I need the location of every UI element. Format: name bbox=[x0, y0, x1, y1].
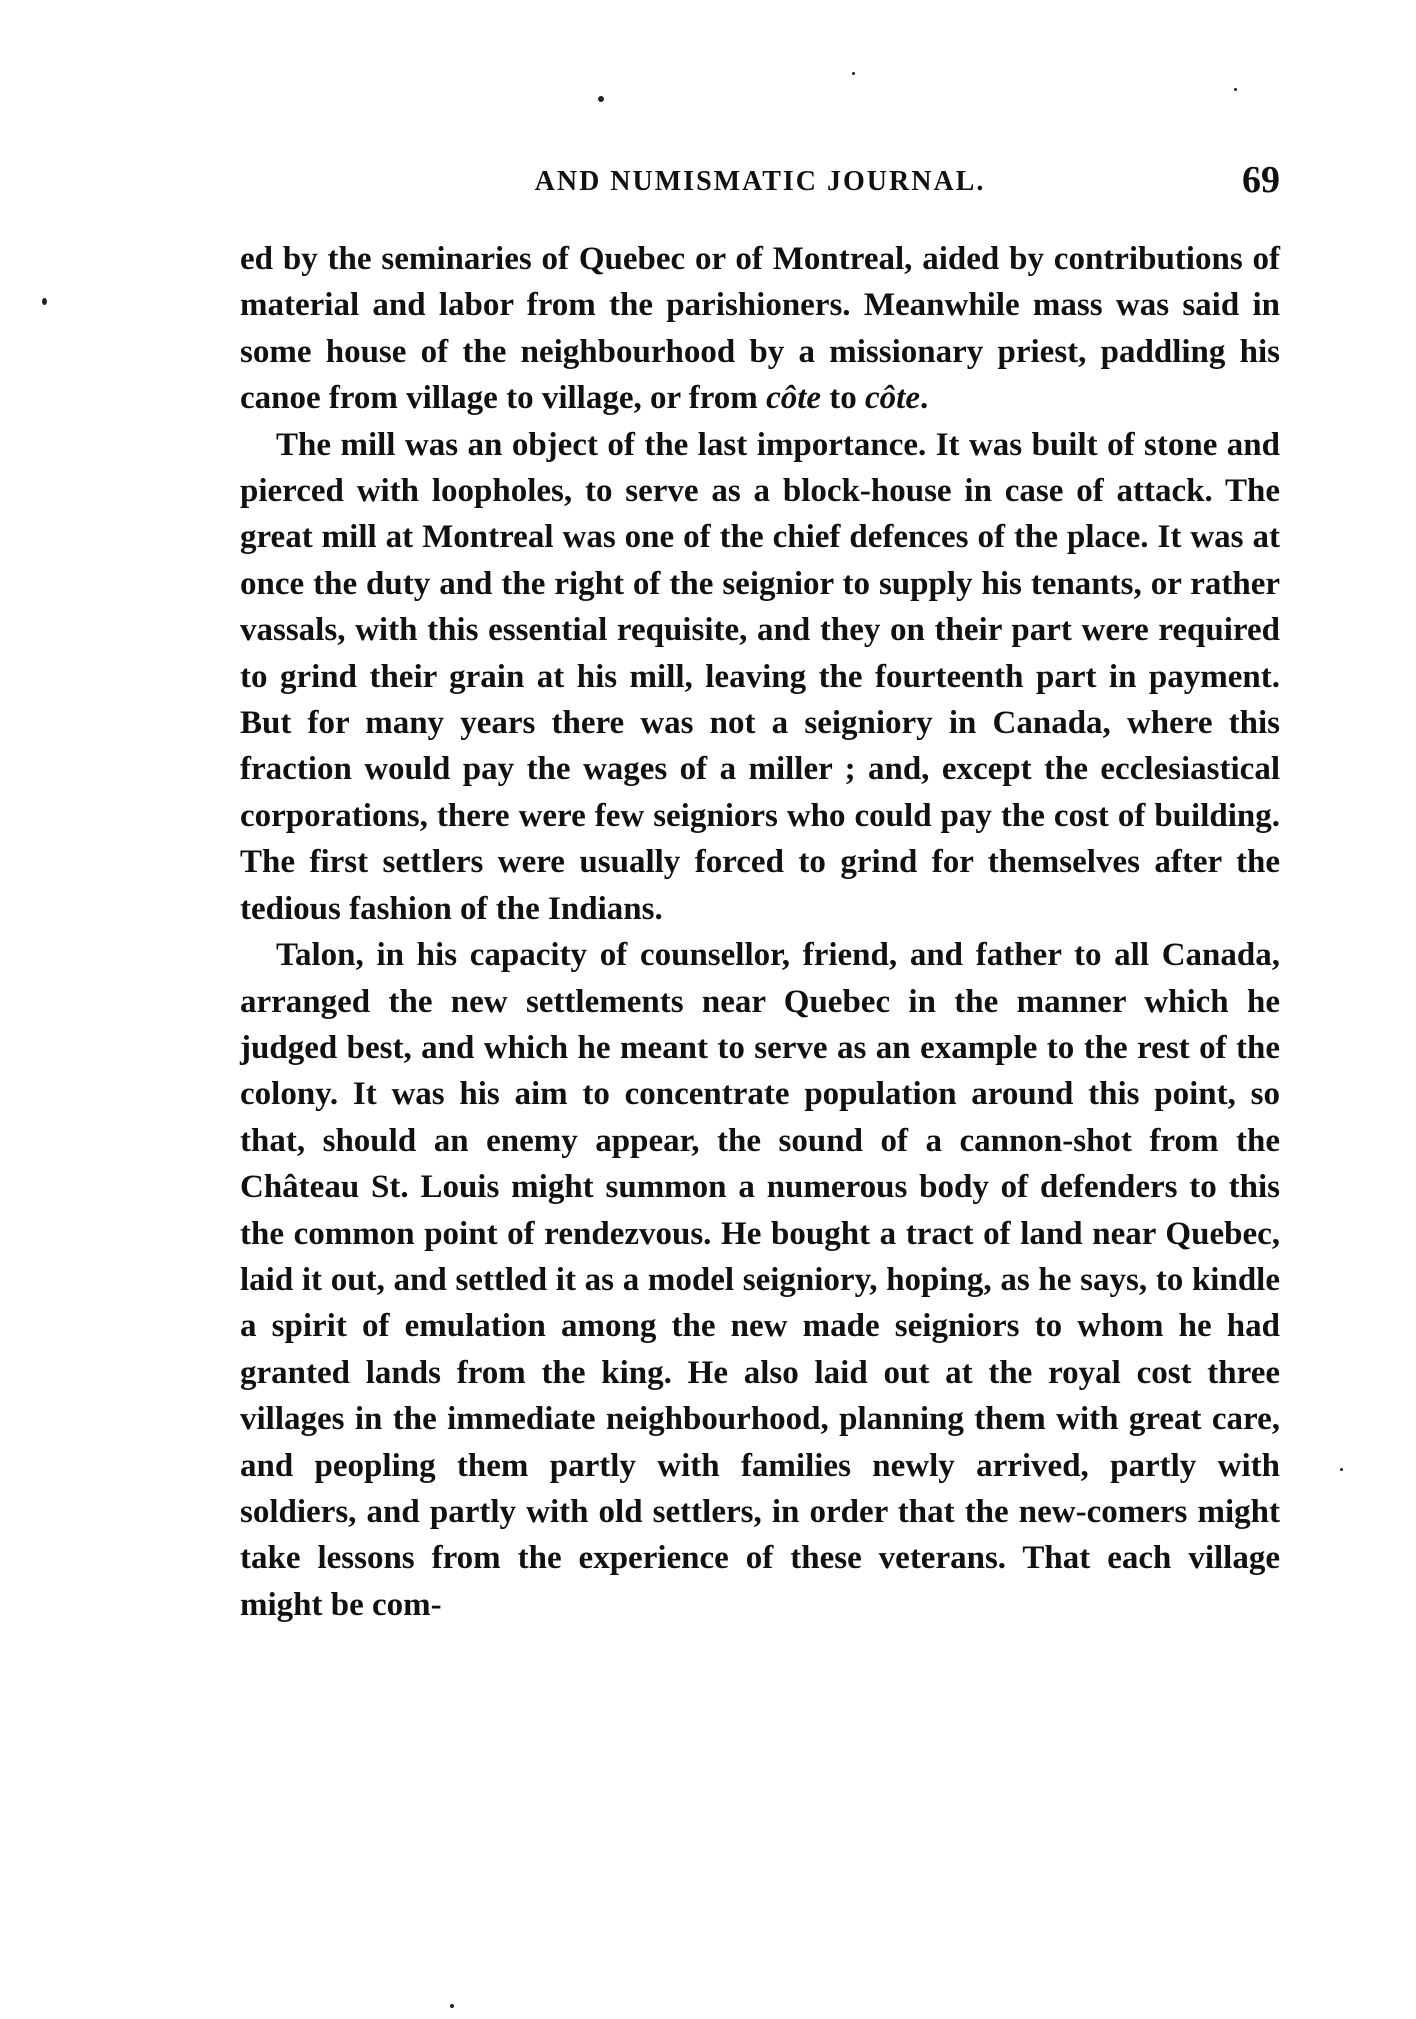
page-header bbox=[240, 158, 1280, 208]
print-speck bbox=[852, 72, 855, 75]
print-speck bbox=[598, 96, 604, 102]
paragraph-2: The mill was an object of the last importance. It was built of stone and pierced with loopholes, to serve as a block-house in case of attack. The great mill at Montreal was one of the chief defences of the place. It was at once the duty and the right of the seignior to supply his tenants, or rather vassals, with this essential requisite, and they on their part were required to grind their grain at his mill, leaving the fourteenth part in payment. But for many years there was not a seigniory in Canada, where this fraction would pay the wages of a miller ; and, except the ecclesiastical corporations, there were few seigniors who could pay the cost of building. The first settlers were usually forced to grind for themselves after the tedious fashion of the Indians. bbox=[240, 426, 1280, 927]
paragraph-1-end: . bbox=[920, 380, 929, 417]
paragraph-3: Talon, in his capacity of counsellor, friend, and father to all Canada, arranged the new settlements near Quebec in the manner which he judged best, and which he meant to serve as an example to the rest of the colony. It was his aim to concentrate population around this point, so that, should an enemy appear, the sound of a cannon-shot from the Château St. Louis might summon a numerous body of defenders to this the common point of rendezvous. He bought a tract of land near Quebec, laid it out, and settled it as a model seigniory, hoping, as he says, to kindle a spirit of emulation among the new made seigniors to whom he had granted lands from the king. He also laid out at the royal cost three villages in the immediate neighbourhood, planning them with great care, and peopling them partly with families newly arrived, partly with soldiers, and partly with old settlers, in order that the new-comers might take lessons from the experience of these veterans. That each village might be com- bbox=[240, 937, 1280, 1623]
print-speck bbox=[450, 2004, 454, 2008]
body-text bbox=[240, 236, 1280, 1628]
italic-cote-1: côte bbox=[766, 380, 822, 417]
page-number: 69 bbox=[1242, 159, 1280, 201]
print-speck bbox=[42, 298, 47, 305]
print-speck bbox=[1340, 1468, 1343, 1471]
italic-cote-2: côte bbox=[865, 380, 920, 417]
paragraph-1-mid: to bbox=[821, 380, 866, 417]
paragraph-1 bbox=[240, 236, 1280, 422]
print-speck bbox=[1234, 88, 1237, 91]
running-head: AND NUMISMATIC JOURNAL. bbox=[534, 166, 986, 197]
paragraph-1-text: ed by the seminaries of Quebec or of Montreal, aided by contributions of material and labor from the parishioners. Meanwhile mass was said in some house of the neighbourhood by a missionary priest, paddling his canoe from village to village, or from bbox=[240, 241, 1280, 417]
